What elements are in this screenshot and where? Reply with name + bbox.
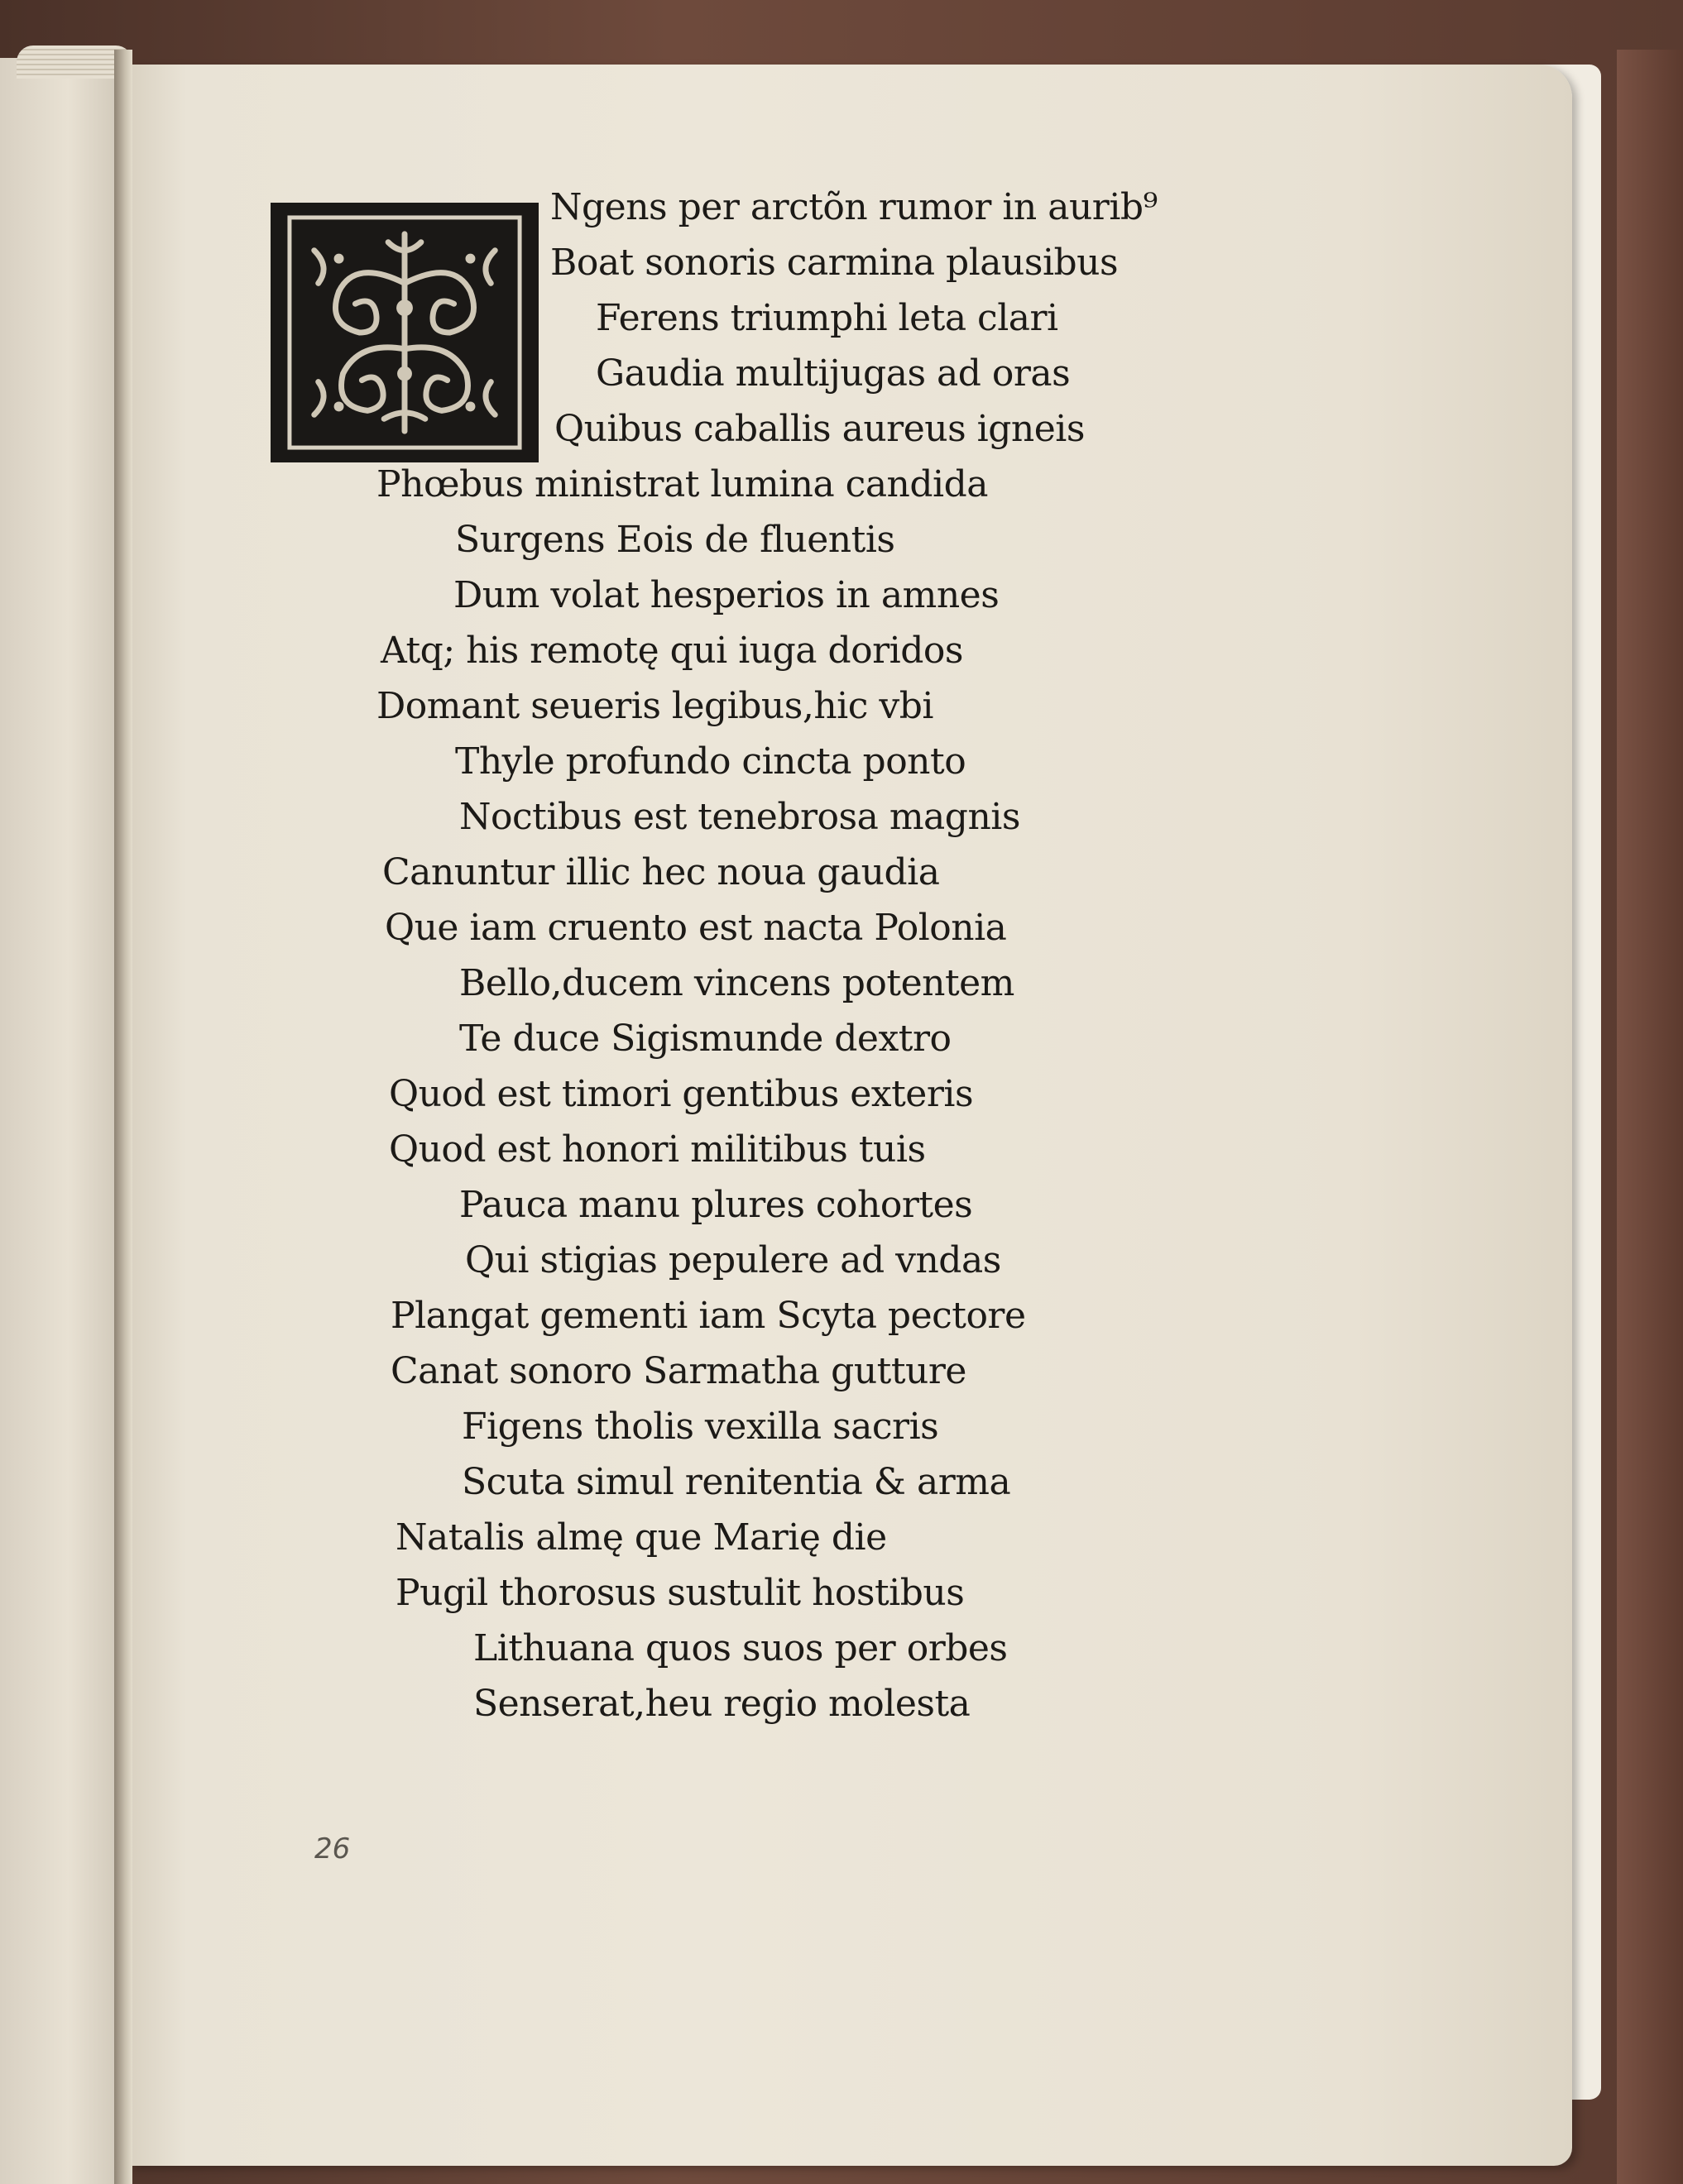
folio-number: 26	[314, 1832, 351, 1866]
poem-line: Natalis almę que Marię die	[396, 1516, 887, 1559]
poem-line: Canuntur illic hec noua gaudia	[382, 851, 940, 893]
poem-line: Figens tholis vexilla sacris	[462, 1406, 939, 1448]
poem-line: Noctibus est tenebrosa magnis	[459, 796, 1020, 838]
poem-line: Gaudia multijugas ad oras	[596, 352, 1071, 395]
poem-line: Atq; his remotę qui iuga doridos	[381, 630, 963, 672]
poem-line: Te duce Sigismunde dextro	[459, 1018, 952, 1060]
poem-line: Quibus caballis aureus igneis	[554, 408, 1085, 450]
poem-line: Domant seueris legibus,hic vbi	[376, 685, 933, 727]
poem-line: Ferens triumphi leta clari	[596, 297, 1058, 339]
poem-line: Canat sonoro Sarmatha gutture	[391, 1350, 966, 1392]
poem-line: Plangat gementi iam Scyta pectore	[391, 1295, 1026, 1337]
left-page	[0, 58, 124, 2184]
woodcut-initial-icon	[277, 209, 532, 456]
poem-line: Quod est honori militibus tuis	[389, 1128, 926, 1171]
poem-line: Quod est timori gentibus exteris	[389, 1073, 974, 1115]
poem-line: Bello,ducem vincens potentem	[459, 962, 1014, 1004]
poem-line: Ngens per arctõn rumor in aurib⁹	[550, 186, 1158, 228]
poem-line: Pugil thorosus sustulit hostibus	[396, 1572, 965, 1614]
gutter	[114, 50, 132, 2184]
poem-line: Que iam cruento est nacta Polonia	[385, 907, 1007, 949]
woodcut-initial	[271, 203, 539, 462]
poem-line: Boat sonoris carmina plausibus	[550, 242, 1119, 284]
poem-line: Dum volat hesperios in amnes	[453, 574, 1000, 616]
poem-line: Lithuana quos suos per orbes	[473, 1627, 1008, 1669]
poem-line: Pauca manu plures cohortes	[459, 1184, 973, 1226]
poem-line: Scuta simul renitentia & arma	[462, 1461, 1011, 1503]
poem-line: Surgens Eois de fluentis	[455, 519, 895, 561]
poem-line: Phœbus ministrat lumina candida	[376, 463, 989, 505]
cover-board-edge	[1617, 50, 1683, 2184]
poem-line: Qui stigias pepulere ad vndas	[465, 1239, 1001, 1281]
poem-line: Thyle profundo cincta ponto	[455, 740, 966, 783]
poem-line: Senserat,heu regio molesta	[473, 1683, 971, 1725]
